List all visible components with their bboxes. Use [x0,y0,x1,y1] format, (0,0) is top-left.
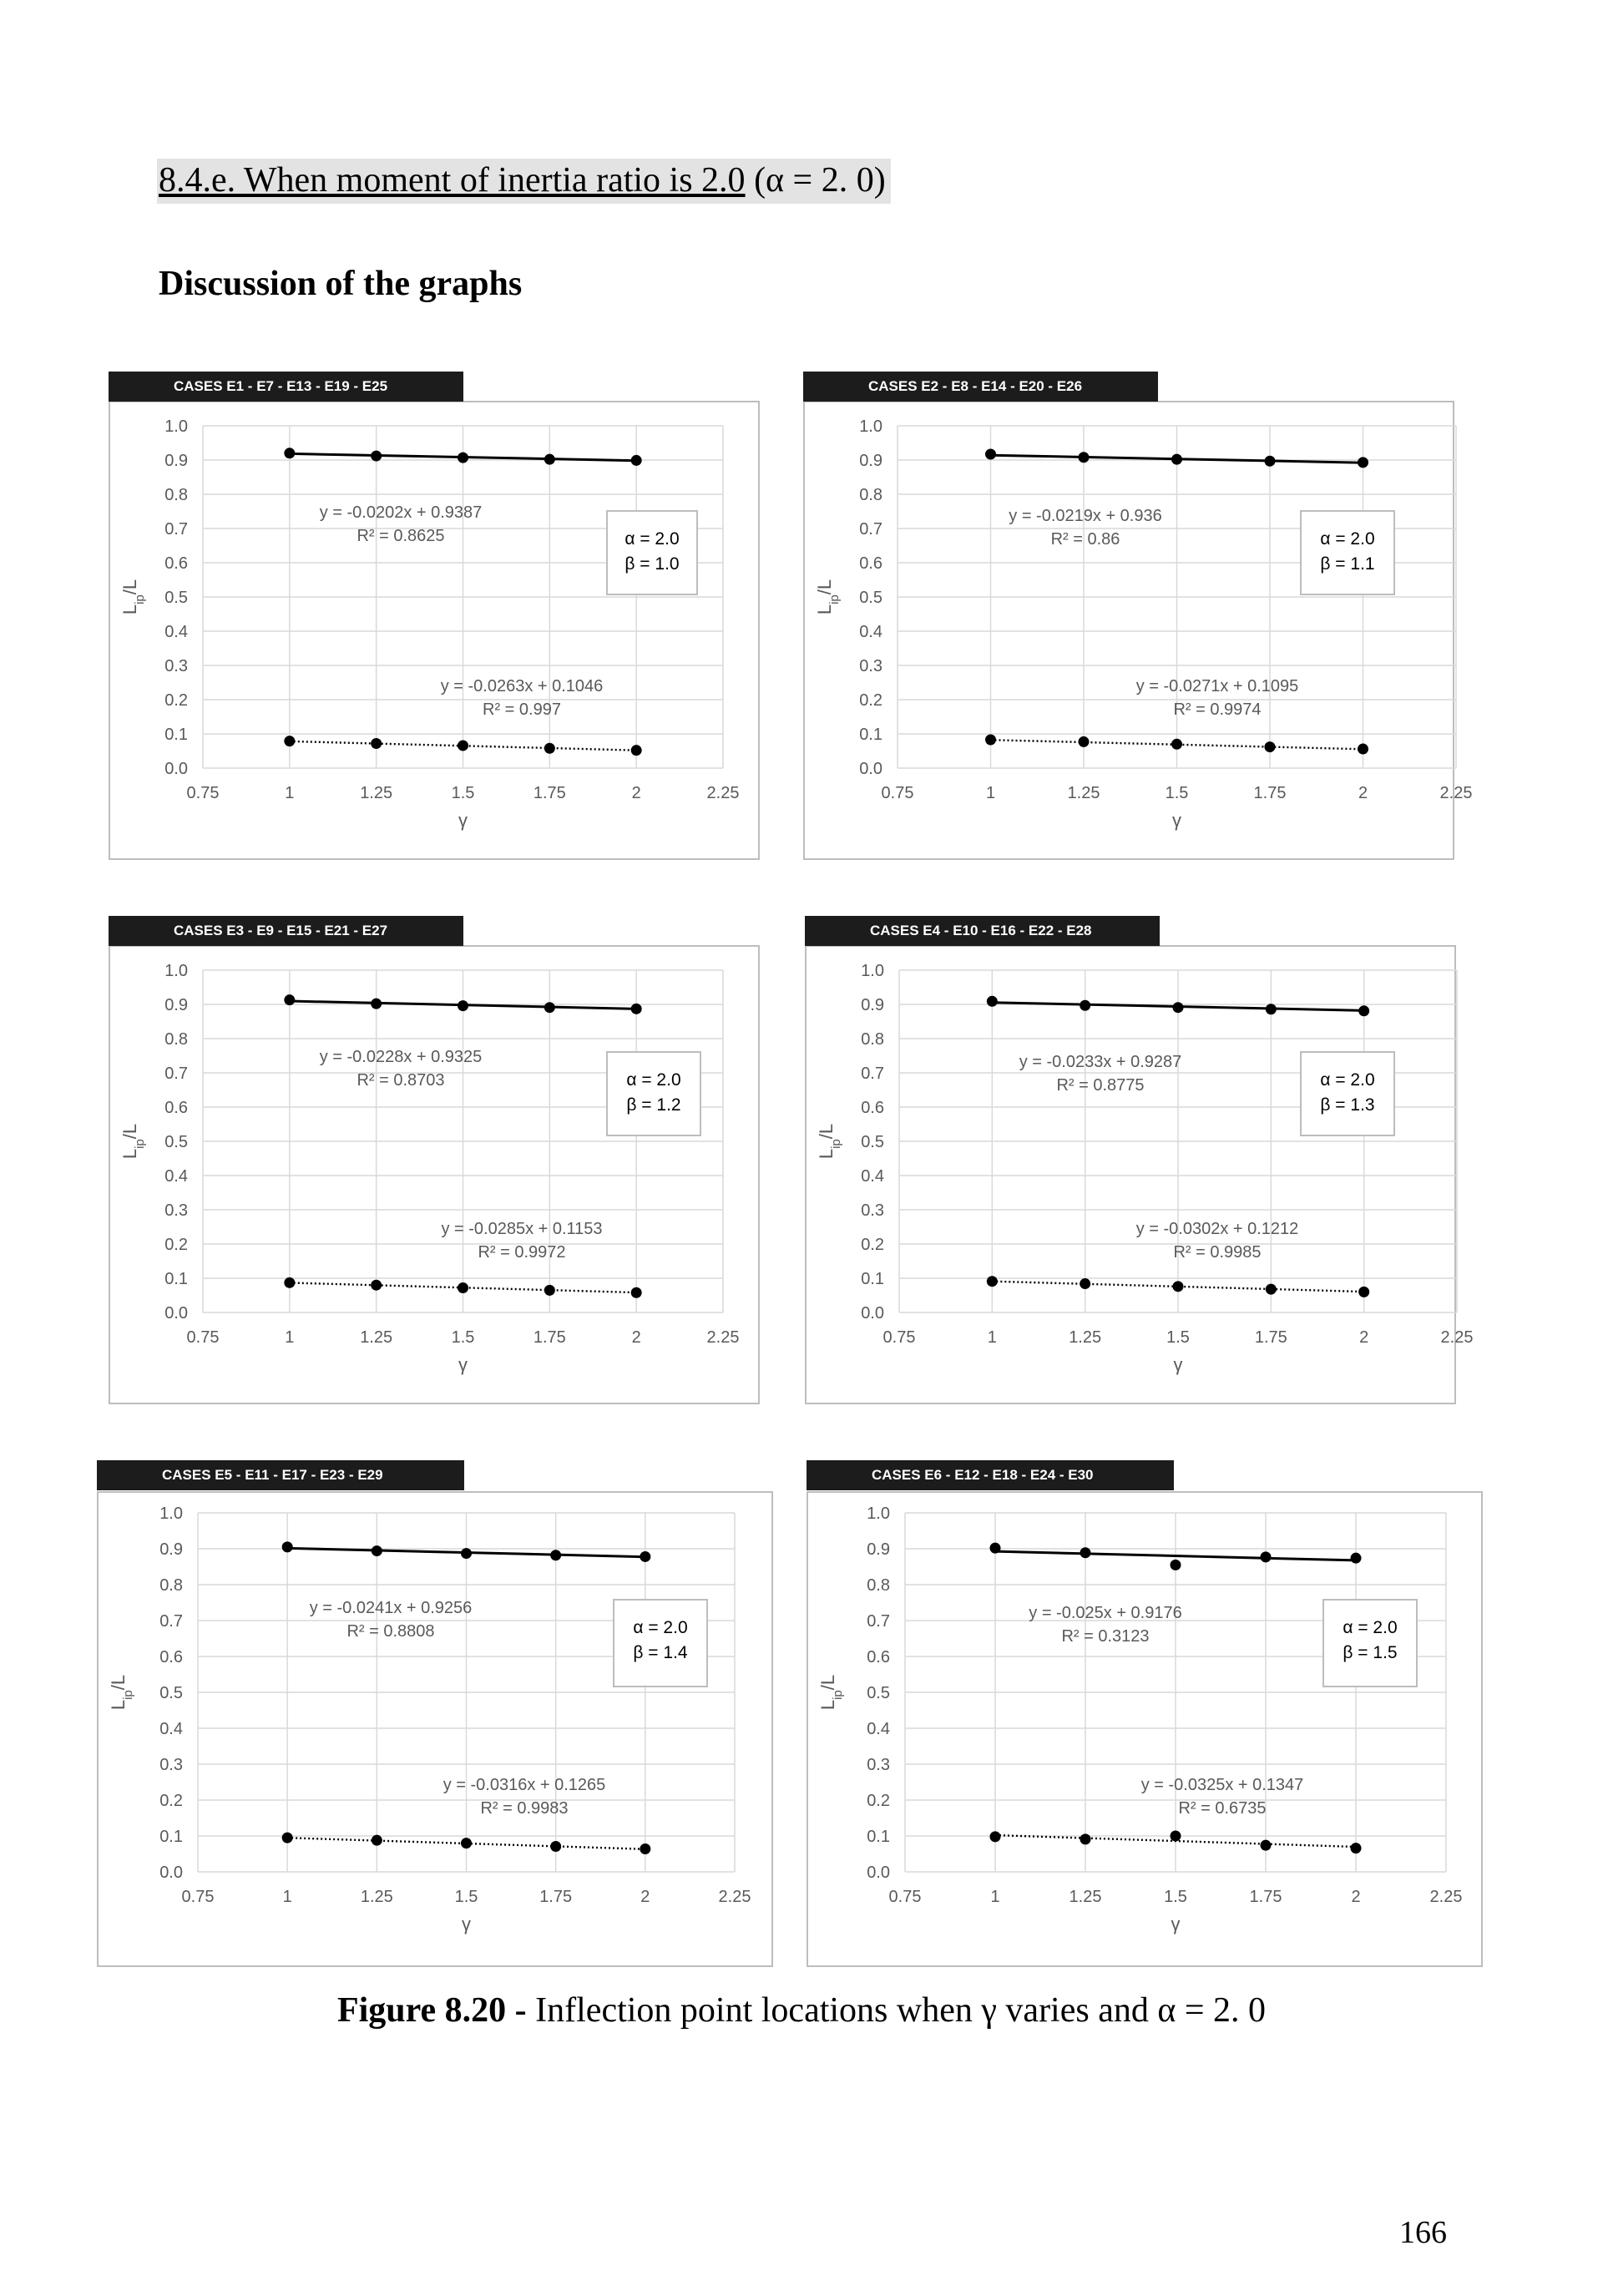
x-tick-label: 2.25 [1429,1888,1463,1906]
x-tick-label: 1.5 [451,1328,475,1347]
y-tick-label: 0.4 [867,1720,890,1738]
trendline-equation: y = -0.0228x + 0.9325 [319,1048,483,1066]
panel-label: CASES E2 - E8 - E14 - E20 - E26 [803,372,1158,402]
y-axis-title: $L_{ip}/L$ [108,1674,135,1711]
y-tick-label: 1.0 [861,962,884,980]
data-point [1351,1553,1362,1564]
section-heading-text: 8.4.e. When moment of inertia ratio is 2.0 [159,161,746,200]
y-tick-label: 0.8 [859,486,882,504]
data-point [990,1543,1001,1554]
y-tick-label: 0.3 [867,1756,890,1774]
figure-caption-number: Figure 8.20 - [336,1991,527,2030]
trendline-r-squared: R² = 0.997 [483,700,561,719]
panel-label: CASES E5 - E11 - E17 - E23 - E29 [97,1460,464,1490]
x-tick-label: 2 [631,784,641,802]
y-tick-label: 1.0 [159,1505,183,1523]
x-tick-label: 1.75 [1254,1328,1287,1347]
y-tick-label: 0.6 [867,1648,890,1666]
y-tick-label: 0.7 [861,1065,884,1083]
y-tick-label: 0.5 [164,1133,188,1151]
y-tick-label: 0.6 [861,1099,884,1117]
y-tick-label: 0.0 [859,760,882,778]
x-axis-title: γ [458,810,468,831]
y-tick-label: 0.8 [164,1030,188,1049]
x-tick-label: 0.75 [186,1328,220,1347]
trendline-equation: y = -0.0263x + 0.1046 [440,677,604,695]
y-tick-label: 0.6 [159,1648,183,1666]
y-tick-label: 1.0 [164,417,188,436]
x-tick-label: 1.75 [533,1328,566,1347]
trendline-equation: y = -0.0233x + 0.9287 [1019,1053,1182,1071]
x-tick-label: 1 [985,784,996,802]
x-tick-label: 2 [640,1888,650,1906]
y-tick-label: 0.9 [164,452,188,470]
trendline-r-squared: R² = 0.9983 [480,1799,569,1818]
y-tick-label: 0.0 [867,1864,890,1882]
x-tick-label: 2.25 [706,784,740,802]
trendline-equation: y = -0.0241x + 0.9256 [309,1599,473,1617]
x-tick-label: 0.75 [882,1328,916,1347]
y-tick-label: 0.0 [164,1304,188,1322]
y-tick-label: 1.0 [867,1505,890,1523]
y-tick-label: 0.0 [164,760,188,778]
y-tick-label: 0.8 [164,486,188,504]
x-tick-label: 1.25 [1069,1328,1102,1347]
y-tick-label: 0.6 [164,554,188,573]
y-tick-label: 0.1 [164,726,188,744]
parameter-label: α = 2.0 [1320,1070,1375,1090]
y-tick-label: 1.0 [164,962,188,980]
y-tick-label: 0.3 [159,1756,183,1774]
figure-caption-text: Inflection point locations when γ varies and α = 2. 0 [535,1991,1267,2030]
y-tick-label: 0.7 [159,1612,183,1631]
y-axis-title: $L_{ip}/L$ [816,1123,843,1160]
x-tick-label: 1.5 [1164,1888,1187,1906]
trendline-r-squared: R² = 0.8703 [357,1071,445,1090]
y-tick-label: 0.2 [867,1792,890,1810]
trendline-equation: y = -0.025x + 0.9176 [1029,1604,1182,1622]
x-tick-label: 1.75 [533,784,566,802]
trendline-equation: y = -0.0219x + 0.936 [1009,507,1162,525]
trendline-equation: y = -0.0271x + 0.1095 [1135,677,1299,695]
parameter-label: β = 1.0 [625,554,680,574]
y-tick-label: 0.9 [159,1540,183,1559]
trendline-r-squared: R² = 0.8808 [346,1622,435,1641]
data-point [1080,1833,1091,1844]
x-tick-label: 2 [1359,1328,1369,1347]
parameter-label: α = 2.0 [1343,1618,1398,1637]
x-tick-label: 2.25 [1440,1328,1474,1347]
parameter-label: β = 1.5 [1343,1643,1398,1662]
y-tick-label: 0.1 [859,726,882,744]
x-tick-label: 1.25 [360,1328,393,1347]
y-tick-label: 0.9 [867,1540,890,1559]
x-tick-label: 0.75 [881,784,914,802]
y-tick-label: 0.7 [867,1612,890,1631]
x-tick-label: 1 [987,1328,997,1347]
parameter-label: α = 2.0 [625,529,680,549]
trendline-r-squared: R² = 0.9985 [1173,1243,1262,1262]
page-number: 166 [1399,2215,1447,2250]
x-tick-label: 2.25 [706,1328,740,1347]
section-heading-math: (α = 2. 0) [754,161,886,200]
x-axis-title: γ [462,1914,471,1934]
y-tick-label: 0.8 [867,1576,890,1595]
trendline-equation: y = -0.0316x + 0.1265 [442,1776,606,1794]
y-tick-label: 0.5 [164,589,188,607]
y-tick-label: 0.3 [861,1201,884,1220]
y-tick-label: 0.6 [859,554,882,573]
y-tick-label: 0.1 [164,1270,188,1288]
x-axis-title: γ [1173,1354,1183,1375]
y-tick-label: 0.9 [164,996,188,1014]
panel-label: CASES E3 - E9 - E15 - E21 - E27 [109,916,463,946]
y-tick-label: 0.1 [159,1828,183,1846]
y-tick-label: 0.5 [861,1133,884,1151]
x-tick-label: 1.25 [360,784,393,802]
y-tick-label: 0.0 [159,1864,183,1882]
y-tick-label: 0.9 [861,996,884,1014]
trendline-r-squared: R² = 0.9972 [478,1243,566,1262]
figure-caption [0,1990,1603,2030]
x-axis-title: γ [1172,810,1181,831]
x-tick-label: 1.75 [539,1888,573,1906]
x-tick-label: 2.25 [1439,784,1473,802]
y-axis-title: $L_{ip}/L$ [119,1123,147,1160]
y-tick-label: 0.3 [164,1201,188,1220]
x-tick-label: 1.75 [1249,1888,1282,1906]
data-point [1171,1831,1181,1842]
x-tick-label: 1 [990,1888,1000,1906]
trendline-r-squared: R² = 0.8775 [1056,1076,1145,1095]
parameter-label: β = 1.2 [626,1095,681,1115]
data-point [1171,1560,1181,1570]
panel-label: CASES E4 - E10 - E16 - E22 - E28 [805,916,1160,946]
x-tick-label: 1.25 [360,1888,393,1906]
y-tick-label: 0.5 [867,1684,890,1702]
trendline-r-squared: R² = 0.86 [1050,530,1120,549]
parameter-label: β = 1.3 [1320,1095,1375,1115]
y-tick-label: 0.8 [159,1576,183,1595]
x-tick-label: 1 [282,1888,292,1906]
x-tick-label: 1.5 [454,1888,478,1906]
parameter-label: α = 2.0 [633,1618,688,1637]
y-tick-label: 0.5 [159,1684,183,1702]
y-tick-label: 0.2 [861,1236,884,1254]
data-point [1261,1551,1272,1562]
parameter-label: β = 1.4 [633,1643,688,1662]
x-axis-title: γ [1171,1914,1181,1934]
y-tick-label: 0.6 [164,1099,188,1117]
y-tick-label: 0.2 [859,691,882,710]
y-tick-label: 0.9 [859,452,882,470]
y-tick-label: 0.7 [859,520,882,539]
y-tick-label: 0.5 [859,589,882,607]
x-axis-title: γ [458,1354,468,1375]
y-tick-label: 0.0 [861,1304,884,1322]
x-tick-label: 1.75 [1253,784,1287,802]
y-tick-label: 0.4 [861,1167,884,1186]
trendline-r-squared: R² = 0.6735 [1178,1799,1267,1818]
y-axis-title: $L_{ip}/L$ [119,579,147,615]
y-tick-label: 0.2 [164,1236,188,1254]
panel-label: CASES E1 - E7 - E13 - E19 - E25 [109,372,463,402]
x-tick-label: 1.25 [1069,1888,1102,1906]
trendline-equation: y = -0.0302x + 0.1212 [1135,1220,1299,1238]
x-tick-label: 2 [631,1328,641,1347]
x-tick-label: 2.25 [718,1888,751,1906]
x-tick-label: 1.5 [451,784,475,802]
sub-heading: Discussion of the graphs [159,265,523,303]
parameter-label: α = 2.0 [1320,529,1375,549]
y-tick-label: 0.7 [164,1065,188,1083]
data-point [1080,1547,1091,1558]
trendline-r-squared: R² = 0.3123 [1061,1627,1150,1646]
trendline-equation: y = -0.0285x + 0.1153 [441,1220,603,1238]
y-tick-label: 1.0 [859,417,882,436]
y-tick-label: 0.4 [164,623,188,641]
y-tick-label: 0.1 [861,1270,884,1288]
x-tick-label: 1.25 [1067,784,1100,802]
y-tick-label: 0.4 [159,1720,183,1738]
trendline-r-squared: R² = 0.9974 [1173,700,1262,719]
y-tick-label: 0.3 [859,657,882,675]
data-point [1261,1840,1272,1851]
y-axis-title: $L_{ip}/L$ [817,1674,845,1711]
trendline-r-squared: R² = 0.8625 [357,527,445,545]
x-tick-label: 1.5 [1165,784,1189,802]
y-tick-label: 0.2 [164,691,188,710]
x-tick-label: 0.75 [181,1888,215,1906]
y-tick-label: 0.7 [164,520,188,539]
trendline-equation: y = -0.0325x + 0.1347 [1140,1776,1304,1794]
panel-label: CASES E6 - E12 - E18 - E24 - E30 [807,1460,1174,1490]
y-tick-label: 0.4 [859,623,882,641]
x-tick-label: 2 [1351,1888,1361,1906]
x-tick-label: 2 [1358,784,1368,802]
x-tick-label: 1 [285,784,295,802]
y-tick-label: 0.8 [861,1030,884,1049]
y-tick-label: 0.4 [164,1167,188,1186]
data-point [990,1831,1001,1842]
parameter-label: α = 2.0 [626,1070,681,1090]
y-tick-label: 0.2 [159,1792,183,1810]
y-tick-label: 0.3 [164,657,188,675]
data-point [1351,1843,1362,1853]
trendline-equation: y = -0.0202x + 0.9387 [319,503,483,522]
y-tick-label: 0.1 [867,1828,890,1846]
parameter-label: β = 1.1 [1320,554,1375,574]
x-tick-label: 1.5 [1166,1328,1190,1347]
y-axis-title: $L_{ip}/L$ [814,579,842,615]
x-tick-label: 1 [285,1328,295,1347]
x-tick-label: 0.75 [186,784,220,802]
x-tick-label: 0.75 [888,1888,922,1906]
